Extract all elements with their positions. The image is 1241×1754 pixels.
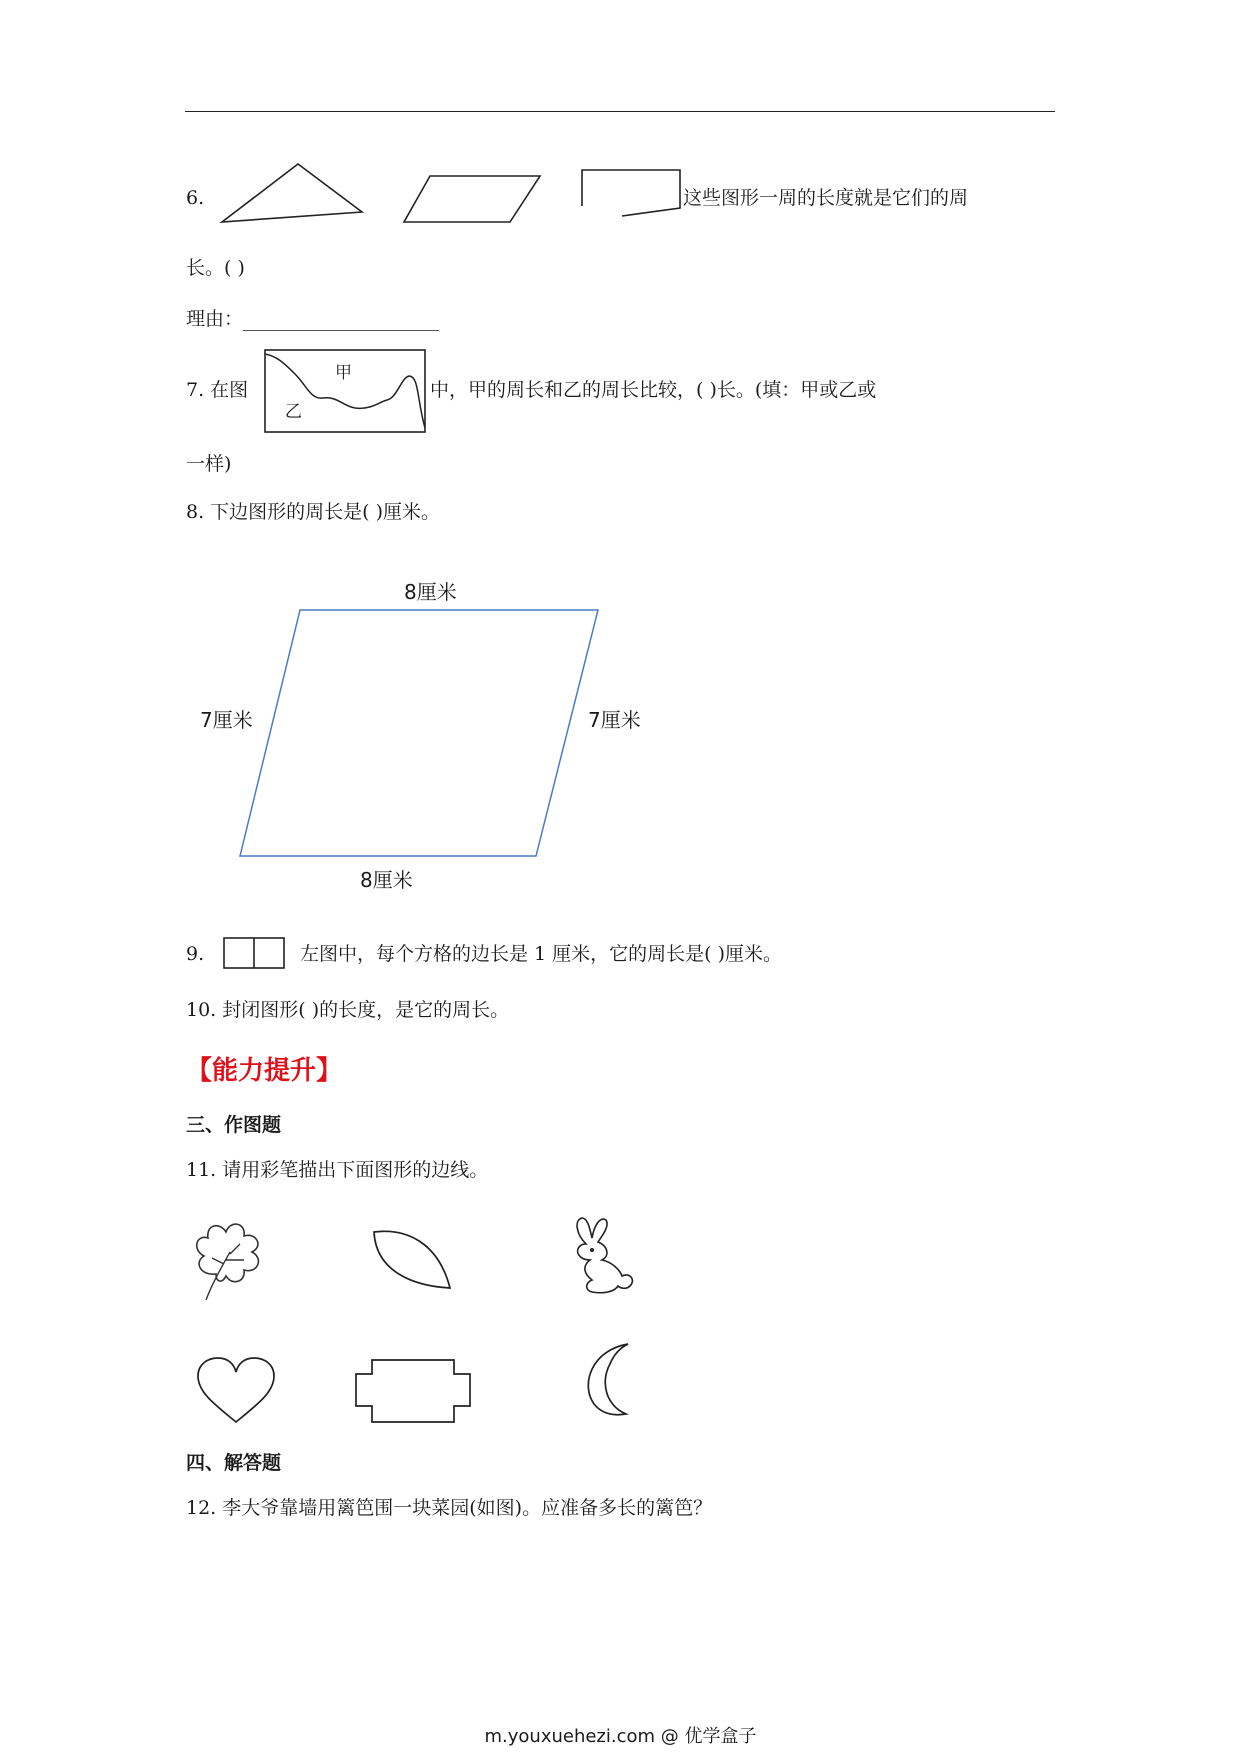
parallelogram-icon xyxy=(400,172,548,226)
two-squares-icon xyxy=(222,936,286,970)
q12-text: 12. 李大爷靠墙用篱笆围一块菜园(如图)。应准备多长的篱笆？ xyxy=(186,1497,713,1519)
section-3-title: 三、作图题 xyxy=(186,1114,282,1136)
q7-prefix: 7. 在图 xyxy=(186,379,249,401)
right-side-label: 7厘米 xyxy=(588,708,641,732)
q9-number: 9. xyxy=(186,943,205,965)
q11-text: 11. 请用彩笔描出下面图形的边线。 xyxy=(186,1159,489,1181)
q6-reason xyxy=(186,307,439,331)
footer-watermark: m.youxuehezi.com @ 优学盒子 xyxy=(484,1726,757,1747)
parallelogram-figure xyxy=(238,608,602,860)
q8-text: 8. 下边图形的周长是( )厘米。 xyxy=(186,501,441,523)
heart-icon xyxy=(194,1356,278,1426)
q6-continuation: 长。( ) xyxy=(186,257,245,279)
label-yi: 乙 xyxy=(285,402,302,422)
q6-text: 这些图形一周的长度就是它们的周 xyxy=(683,187,969,209)
rabbit-icon xyxy=(564,1214,646,1298)
top-side-label: 8厘米 xyxy=(404,580,457,604)
q10-text: 10. 封闭图形( )的长度，是它的周长。 xyxy=(186,999,510,1021)
leaf-icon xyxy=(186,1214,266,1304)
notched-rectangle-icon xyxy=(354,1358,472,1424)
jia-yi-figure xyxy=(263,348,427,434)
crescent-moon-icon xyxy=(580,1342,634,1418)
leaf-shape-icon xyxy=(366,1226,456,1294)
section-4-title: 四、解答题 xyxy=(186,1452,282,1474)
label-jia: 甲 xyxy=(335,363,352,383)
q6-number: 6. xyxy=(186,187,205,209)
reason-blank[interactable] xyxy=(243,310,439,331)
section-ability-heading: 【能力提升】 xyxy=(186,1056,343,1086)
q7-continuation: 一样) xyxy=(186,453,232,475)
q9-text: 左图中，每个方格的边长是 1 厘米，它的周长是( )厘米。 xyxy=(300,943,783,965)
left-side-label: 7厘米 xyxy=(200,708,253,732)
q7-text: 中，甲的周长和乙的周长比较，( )长。(填：甲或乙或 xyxy=(430,379,877,401)
bottom-side-label: 8厘米 xyxy=(360,868,413,892)
open-rectangle-icon xyxy=(578,166,686,222)
triangle-icon xyxy=(218,160,368,226)
reason-label: 理由： xyxy=(186,308,244,330)
header-rule xyxy=(185,111,1055,112)
